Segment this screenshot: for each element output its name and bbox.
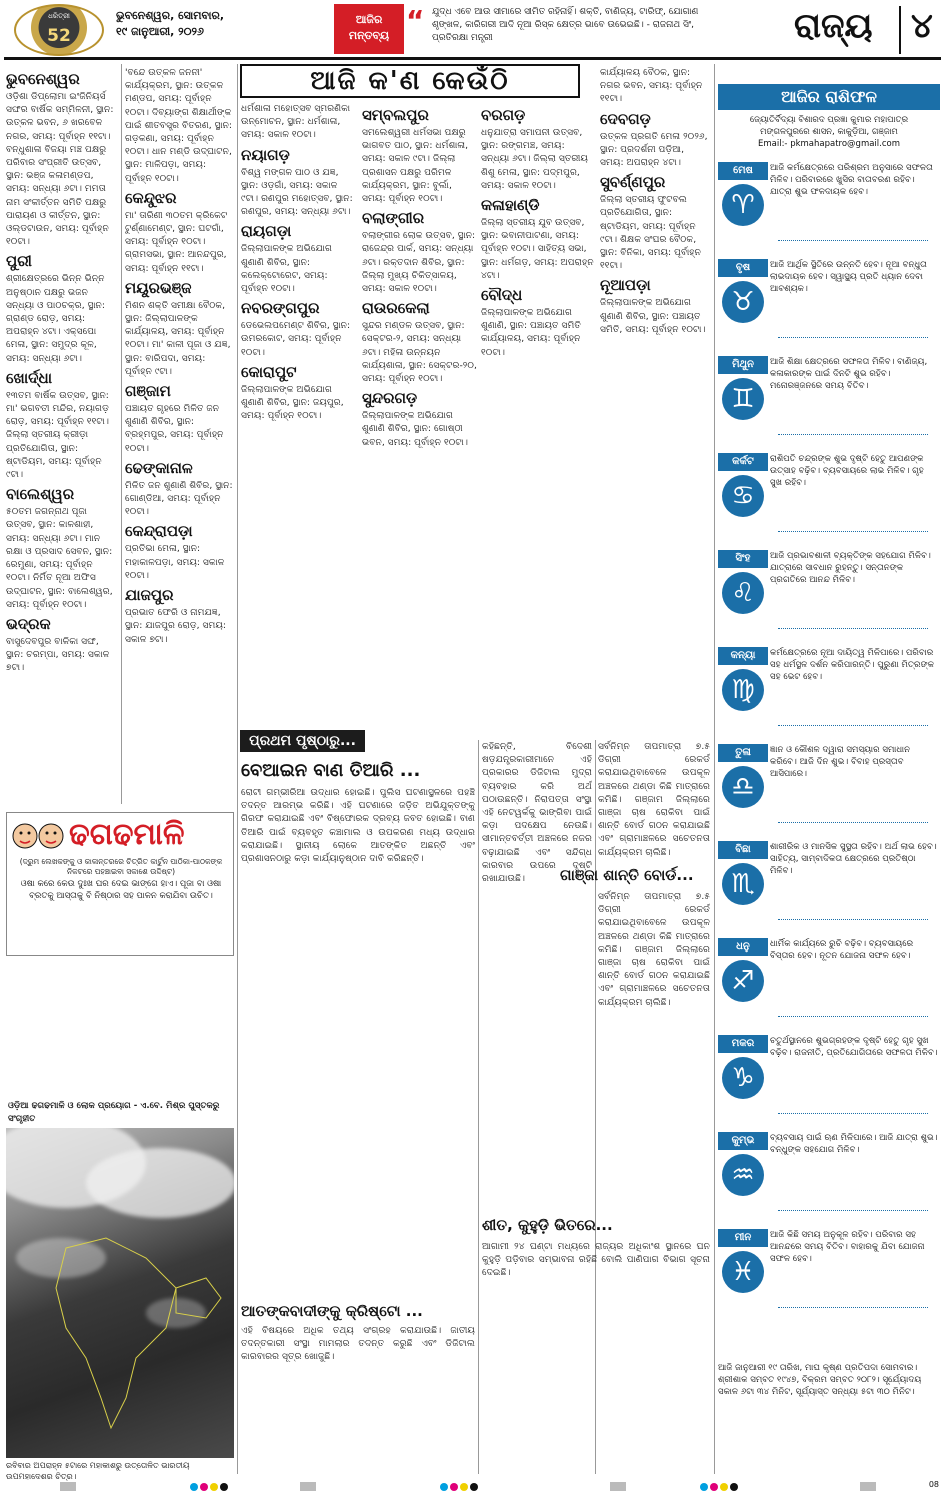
registration-dot xyxy=(710,1483,718,1491)
quote-label-box xyxy=(334,4,404,54)
event-listing: ସୁନ୍ଦର ମଣ୍ଡଳ ଉତ୍ସବ, ସ୍ଥାନ: ସେକ୍ଟର-୨, ସମୟ: ସନ୍ଧ୍ୟା ୬ଟା। ମହିଳା ଉନ୍ନୟନ କାର୍ଯ୍ୟଶାଳା, ସ୍ଥାନ: ସେକ୍ଟର-୨୦, ସମୟ: ପୂର୍ବାହ୍ନ ୧୦ଟା। xyxy=(362,320,477,385)
registration-dot xyxy=(730,1483,738,1491)
zodiac-sign xyxy=(718,1225,940,1317)
event-listing: ପ୍ରଭାତ ଫେରି ଓ ନାମଯଜ୍ଞ, ସ୍ଥାନ: ଯାଜପୁର ରୋଡ଼, ସମୟ: ସକାଳ ୭ଟା। xyxy=(125,607,227,645)
cartoon-subtitle: (ଦ୍ରୁମ ଲେଖକଙ୍କୁ ଓ କାଳାନ୍ତରରେ ଚିତ୍ରିତ କାର୍ଟୁନ ପାଠିକା-ପାଠକଙ୍କ ନିକଟରେ ପହଞ୍ଚାଇବା ସକାଶେ ଉଦ୍ଦିଷ୍ଟ) xyxy=(19,857,223,876)
zodiac-prediction: ଆଜି ଆର୍ଥିକ ସ୍ଥିତିରେ ଉନ୍ନତି ହେବ। ନୂଆ ବନ୍ଧୁତା ଲାଭଦାୟକ ହେବ। ସ୍ୱାସ୍ଥ୍ୟ ପ୍ରତି ଧ୍ୟାନ ଦେବା ଆବଶ୍ୟକ। xyxy=(770,260,928,294)
story-terrorist-crypto: ଏହି ବିଷୟରେ ଅଧିକ ତଥ୍ୟ ସଂଗ୍ରହ କରାଯାଉଛି। ଜାତୀୟ ତଦନ୍ତକାରୀ ସଂସ୍ଥା ମାମଲାର ତଦନ୍ତ କରୁଛି ଏବଂ ଡିଜିଟାଲ କାରବାରର ସୂତ୍ର ଖୋଜୁଛି। xyxy=(241,1325,475,1363)
zodiac-name: ବିଛା xyxy=(718,841,768,859)
zodiac-symbol-icon: ♈ xyxy=(722,184,764,226)
zodiac-symbol-icon: ♓ xyxy=(722,1251,764,1293)
print-footer xyxy=(0,1480,945,1494)
sign-divider xyxy=(778,1016,928,1022)
anniversary-emblem xyxy=(14,4,104,56)
story-temperature: ସର୍ବନିମ୍ନ ତାପମାତ୍ରା ୭.୫ ଡିଗ୍ରୀ ରେକର୍ଡ କରାଯାଇଥିବାବେଳେ ଉପକୂଳ ଅଞ୍ଚଳରେ ଥଣ୍ଡା କିଛି ମାତ୍ରାରେ କମିଛି। ଗଞ୍ଜାମ ଜିଲ୍ଲାରେ ଗାଞ୍ଜା ଚାଷ ରୋକିବା ପାଇଁ ଶାନ୍ତି ବୋର୍ଡ ଗଠନ କରାଯାଇଛି ଏବଂ ଗ୍ରାମାଞ୍ଚଳରେ ସଚେତନତା କାର୍ଯ୍ୟକ୍ରମ ଚାଲିଛି। xyxy=(598,741,710,858)
zodiac-symbol-icon: ♑ xyxy=(722,1057,764,1099)
district-heading: ମୟୂରଭଞ୍ଜ xyxy=(125,278,192,297)
district-heading: ଯାଜପୁର xyxy=(125,586,174,605)
headline-illegal-firecracker: ବେଆଇନ ବାଣ ତିଆରି ... xyxy=(241,760,421,781)
event-listing: ଜିଲ୍ଲାପାଳଙ୍କ ଅଭିଯୋଗ ଶୁଣାଣି ଶିବିର, ସ୍ଥାନ: କଲେକ୍ଟୋରେଟ, ସମୟ: ପୂର୍ବାହ୍ନ ୧୦ଟା। xyxy=(241,243,333,295)
registration-bar xyxy=(610,1482,626,1491)
event-listing: ଜିଲ୍ଲା ସ୍ତରୀୟ ଫୁଟବଲ ପ୍ରତିଯୋଗିତା, ସ୍ଥାନ: ଷ୍ଟାଡିୟମ, ସମୟ: ପୂର୍ବାହ୍ନ ୯ଟା। ଶିକ୍ଷକ ସଂଘର ବୈଠକ, ସ୍ଥାନ: ବିନିକା, ସମୟ: ପୂର୍ବାହ୍ନ ୧୧ଟା। xyxy=(600,194,701,272)
event-listing: ଉତ୍କଳ ପ୍ରଗତି ମେଳା ୨୦୨୬, ସ୍ଥାନ: ପ୍ରଦର୍ଶନୀ ପଡ଼ିଆ, ସମୟ: ଅପରାହ୍ନ ୪ଟା। xyxy=(600,130,708,169)
district-heading: ବରଗଡ଼ xyxy=(481,106,526,124)
zodiac-sign xyxy=(718,449,940,541)
event-listing: ଜିଲ୍ଲାପାଳଙ୍କ ଅଭିଯୋଗ ଶୁଣାଣି, ସ୍ଥାନ: ପଞ୍ଚାୟତ ସମିତି କାର୍ଯ୍ୟାଳୟ, ସମୟ: ପୂର୍ବାହ୍ନ ୧୦ଟା। xyxy=(481,307,581,358)
quote-label-line2: ମନ୍ତବ୍ୟ xyxy=(348,29,390,42)
events-column-6 xyxy=(600,66,710,726)
district-heading: ରାଉରକେଲା xyxy=(362,299,430,318)
registration-bar xyxy=(300,1482,316,1491)
story-ganja-text: ସର୍ବନିମ୍ନ ତାପମାତ୍ରା ୭.୫ ଡିଗ୍ରୀ ରେକର୍ଡ କରାଯାଇଥିବାବେଳେ ଉପକୂଳ ଅଞ୍ଚଳରେ ଥଣ୍ଡା କିଛି ମାତ୍ରାରେ କମିଛି। ଗଞ୍ଜାମ ଜିଲ୍ଲାରେ ଗାଞ୍ଜା ଚାଷ ରୋକିବା ପାଇଁ ଶାନ୍ତି ବୋର୍ଡ ଗଠନ କରାଯାଇଛି ଏବଂ ଗ୍ରାମାଞ୍ଚଳରେ ସଚେତନତା କାର୍ଯ୍ୟକ୍ରମ ଚାଲିଛି। xyxy=(598,891,710,1008)
zodiac-prediction: ଧାର୍ମିକ କାର୍ଯ୍ୟରେ ରୁଚି ବଢ଼ିବ। ବ୍ୟବସାୟରେ ବିସ୍ତାର ହେବ। ନୂତନ ଯୋଜନା ସଫଳ ହେବ। xyxy=(770,939,914,961)
district-heading: ବୌଦ୍ଧ xyxy=(481,286,523,305)
story-ganja-peace-board xyxy=(598,890,710,1210)
zodiac-name: ମକର xyxy=(718,1035,768,1053)
masthead xyxy=(4,2,941,60)
registration-dot xyxy=(460,1483,468,1491)
cartoon-faces-icon xyxy=(11,819,67,853)
zodiac-sign xyxy=(718,643,940,735)
district-heading: ନବରଙ୍ଗପୁର xyxy=(241,299,320,318)
emblem-years: 52 xyxy=(47,26,71,46)
event-listing: 'ବନ୍ଦେ ଉତ୍କଳ ଜନନୀ' କାର୍ଯ୍ୟକ୍ରମ, ସ୍ଥାନ: ଉତ୍କଳ ମଣ୍ଡପ, ସମୟ: ପୂର୍ବାହ୍ନ ୧୦ଟା। ଦିବ୍ୟାଙ୍ଗ ଶିକ୍ଷାର୍ଥୀଙ୍କ ପାଇଁ ଶୀତବସ୍ତ୍ର ବିତରଣ, ସ୍ଥାନ: ଗଡ଼କଣା, ସମୟ: ପୂର୍ବାହ୍ନ ୧୦ଟା। ଧାନ ମଣ୍ଡି ଉଦ୍‌ଘାଟନ, ସ୍ଥାନ: ମାଳିପଡ଼ା, ସମୟ: ପୂର୍ବାହ୍ନ ୧୦ଟା। xyxy=(125,67,233,184)
print-page-number: 08 xyxy=(928,1480,939,1489)
events-column-3 xyxy=(241,102,356,722)
district-heading: ସୁନ୍ଦରଗଡ଼ xyxy=(362,389,418,408)
zodiac-symbol-icon: ♍ xyxy=(722,669,764,711)
zodiac-name: ବୃଷ xyxy=(718,259,768,277)
zodiac-symbol-icon: ♊ xyxy=(722,378,764,420)
zodiac-name: ସିଂହ xyxy=(718,550,768,568)
zodiac-prediction: ଆଜି ଶିକ୍ଷା କ୍ଷେତ୍ରରେ ସଫଳତା ମିଳିବ। ବାଣିଜ୍ୟ, କଳାକାରଙ୍କ ପାଇଁ ଦିନଟି ଶୁଭ ରହିବ। ମନୋରଞ୍ଜନରେ ସମୟ ବିତିବ। xyxy=(770,357,928,391)
column-divider xyxy=(478,740,479,1474)
district-heading: ଢେଙ୍କାନାଳ xyxy=(125,458,193,477)
registration-dot xyxy=(470,1483,478,1491)
column-divider xyxy=(237,64,238,1474)
district-heading: ଖୋର୍ଦ୍ଧା xyxy=(6,368,53,387)
district-heading: ଭଦ୍ରକ xyxy=(6,614,51,633)
zodiac-name: ମୀନ xyxy=(718,1229,768,1247)
sign-divider xyxy=(778,919,928,925)
zodiac-name: କନ୍ୟା xyxy=(718,647,768,665)
events-column-4 xyxy=(362,102,477,722)
district-heading: ନୂଆପଡ଼ା xyxy=(600,276,651,295)
zodiac-sign xyxy=(718,158,940,250)
zodiac-prediction: ଜ୍ଞାନ ଓ କୌଶଳ ଦ୍ୱାରା ସମସ୍ୟାର ସମାଧାନ କରିବେ। ଆଜି ଦିନ ଶୁଭ। ବିବାହ ପ୍ରସ୍ତାବ ଆସିପାରେ। xyxy=(770,745,911,779)
zodiac-name: ମେଷ xyxy=(718,162,768,180)
event-listing: ୧୩ତମ ବାର୍ଷିକ ଉତ୍ସବ, ସ୍ଥାନ: ମା' ଭଗବତୀ ମନ୍ଦିର, ନୟାଗଡ଼ ରୋଡ଼, ସମୟ: ପୂର୍ବାହ୍ନ ୧୧ଟା। ଜିଲ୍ଲା ସ୍ତରୀୟ କ୍ରୀଡ଼ା ପ୍ରତିଯୋଗିତା, ସ୍ଥାନ: ଷ୍ଟାଡିୟମ, ସମୟ: ପୂର୍ବାହ୍ନ ୯ଟା। xyxy=(6,389,110,481)
sign-divider xyxy=(778,1113,928,1119)
event-listing: ଶ୍ରୀକ୍ଷେତ୍ରରେ ଭିନ୍ନ ଭିନ୍ନ ଅନୁଷ୍ଠାନ ପକ୍ଷରୁ ଭଜନ ସନ୍ଧ୍ୟା ଓ ପାଠଚକ୍ର, ସ୍ଥାନ: ଗ୍ରାଣ୍ଡ ରୋଡ଼, ସମୟ: ଅପରାହ୍ନ ୪ଟା। ଏକ୍ସପୋ ମେଳା, ସ୍ଥାନ: ସମୁଦ୍ର କୂଳ, ସମୟ: ସନ୍ଧ୍ୟା ୬ଟା। xyxy=(6,273,105,364)
event-listing: ଧର୍ମଶାଳା ମହୋତ୍ସବ ସ୍ମରଣିକା ଉନ୍ମୋଚନ, ସ୍ଥାନ: ଧର୍ମଶାଳା, ସମୟ: ସକାଳ ୧୦ଟା। xyxy=(241,103,351,141)
zodiac-sign xyxy=(718,546,940,638)
district-heading: ସମ୍ବଲପୁର xyxy=(362,106,429,124)
zodiac-name: ଧନୁ xyxy=(718,938,768,956)
district-heading: ବାଲେଶ୍ୱର xyxy=(6,485,75,504)
registration-dot xyxy=(210,1483,218,1491)
events-column-5 xyxy=(481,102,595,722)
event-listing: ଜିଲ୍ଲାପାଳଙ୍କ ଅଭିଯୋଗ ଶୁଣାଣି ଶିବିର, ସ୍ଥାନ: ଗୋଷ୍ଠୀ ଭବନ, ସମୟ: ପୂର୍ବାହ୍ନ ୧୦ଟା। xyxy=(362,410,468,448)
event-listing: ଧନୁଯାତ୍ରା ସମାପନୀ ଉତ୍ସବ, ସ୍ଥାନ: ରଙ୍ଗମଞ୍ଚ, ସମୟ: ସନ୍ଧ୍ୟା ୬ଟା। ଜିଲ୍ଲା ସ୍ତରୀୟ ଶିଶୁ ମେଳା, ସ୍ଥାନ: ପଦ୍ମପୁର, ସମୟ: ସକାଳ ୧୦ଟା। xyxy=(481,127,588,191)
zodiac-prediction: ଚତୁର୍ଥସ୍ଥାନରେ ଶୁଭଗ୍ରହଙ୍କ ଦୃଷ୍ଟି ହେତୁ ଗୃହ ସୁଖ ବଢ଼ିବ। ରାଜନୀତି, ପ୍ରତିଯୋଗିତାରେ ସଫଳତା ମିଳିବ। xyxy=(770,1036,938,1058)
district-heading: କୋରାପୁଟ xyxy=(241,362,297,381)
astrologer-email: Email:- pkmahapatro@gmail.com xyxy=(757,139,901,149)
cartoon-box xyxy=(6,812,234,956)
event-listing: ମିଳିତ ଜନ ଶୁଣାଣି ଶିବିର, ସ୍ଥାନ: ଗୋଣ୍ଡିଆ, ସମୟ: ପୂର୍ବାହ୍ନ ୧୦ଟା। xyxy=(125,479,233,518)
event-listing: ସମଲେଶ୍ୱରୀ ଧର୍ମସଭା ପକ୍ଷରୁ ଭାଗବତ ପାଠ, ସ୍ଥାନ: ଧର୍ମଶାଳା, ସମୟ: ସକାଳ ୯ଟା। ଜିଲ୍ଲା ପ୍ରଶାସନ ପକ୍ଷରୁ ପରିମଳ କାର୍ଯ୍ୟକ୍ରମ, ସ୍ଥାନ: ବୁର୍ଲା, ସମୟ: ପୂର୍ବାହ୍ନ ୧୦ଟା। xyxy=(362,127,469,205)
zodiac-name: ତୁଳା xyxy=(718,744,768,762)
astrologer-address: ମଙ୍ଗଳପୁରରେ ଶାସନ, କାକୁଡ଼ିଆ, ଗଞ୍ଜାମ xyxy=(760,127,898,137)
zodiac-prediction: ରାଶିପତି ଚନ୍ଦ୍ରଙ୍କ ଶୁଭ ଦୃଷ୍ଟି ହେତୁ ଆପଣଙ୍କ ଉତ୍ସାହ ବଢ଼ିବ। ବ୍ୟବସାୟରେ ଲାଭ ମିଳିବ। ଗୃହ ସୁଖ ରହିବ। xyxy=(770,454,924,488)
events-banner: ଆଜି କ'ଣ କେଉଁଠି xyxy=(240,64,580,98)
sign-divider xyxy=(778,531,928,537)
event-listing: ବାସୁଦେବପୁର ବାଳିକା ସଙ୍ଘ, ସ୍ଥାନ: ଚରମ୍ପା, ସମୟ: ସକାଳ ୭ଟା। xyxy=(6,635,110,674)
satellite-image xyxy=(6,1128,234,1458)
column-divider xyxy=(714,64,715,1474)
zodiac-name: ମିଥୁନ xyxy=(718,356,768,374)
event-listing: ମା' ତାରିଣୀ ୩୦ତମ କ୍ରିକେଟ ଟୁର୍ଣ୍ଣାମେଣ୍ଟ, ସ୍ଥାନ: ଘଟଗାଁ, ସମୟ: ପୂର୍ବାହ୍ନ ୧୦ଟା। ଗ୍ରାମସଭା, ସ୍ଥାନ: ଆନନ୍ଦପୁର, ସମୟ: ପୂର୍ବାହ୍ନ ୧୧ଟା। xyxy=(125,209,228,274)
satellite-caption: ରବିବାର ଅପରାହ୍ନ ୫ଟାରେ ମହାକାଶରୁ ଉତ୍ତୋଳିତ ଭାରତୀୟ ଉପମହାଦେଶର ଚିତ୍ର। xyxy=(6,1461,190,1481)
district-heading: କଳାହାଣ୍ଡି xyxy=(481,196,540,215)
dateline-place-day: ଭୁବନେଶ୍ୱର, ସୋମବାର, xyxy=(116,9,225,22)
registration-dot xyxy=(450,1483,458,1491)
registration-dot xyxy=(220,1483,228,1491)
event-listing: ପ୍ରତିଭା ମେଳା, ସ୍ଥାନ: ମହାକାଳପଡ଼ା, ସମୟ: ସକାଳ ୧୦ଟା। xyxy=(125,543,225,581)
sign-divider xyxy=(778,1307,928,1313)
registration-dot xyxy=(190,1483,198,1491)
event-listing: ବଲାଙ୍ଗୀର ଲୋକ ଉତ୍ସବ, ସ୍ଥାନ: ରାଜେନ୍ଦ୍ର ପାର୍କ, ସମୟ: ସନ୍ଧ୍ୟା ୬ଟା। ରକ୍ତଦାନ ଶିବିର, ସ୍ଥାନ: ଜିଲ୍ଲା ମୁଖ୍ୟ ଚିକିତ୍ସାଳୟ, ସମୟ: ସକାଳ ୧୦ଟା। xyxy=(362,230,476,295)
astrologer-info xyxy=(718,114,940,150)
front-page-continued-header: ପ୍ରଥମ ପୃଷ୍ଠାରୁ... xyxy=(240,730,365,752)
section-title: ରାଜ୍ୟ xyxy=(794,6,873,46)
zodiac-symbol-icon: ♎ xyxy=(722,766,764,808)
registration-dot xyxy=(440,1483,448,1491)
district-heading: ପୁରୀ xyxy=(6,252,32,271)
event-listing: ଜିଲ୍ଲାପାଳଙ୍କ ଅଭିଯୋଗ ଶୁଣାଣି ଶିବିର, ସ୍ଥାନ: ଜୟପୁର, ସମୟ: ପୂର୍ବାହ୍ନ ୧୦ଟା। xyxy=(241,383,344,422)
sign-divider xyxy=(778,725,928,731)
page-number: ୪ xyxy=(899,6,933,54)
sign-divider xyxy=(778,628,928,634)
zodiac-sign xyxy=(718,740,940,832)
sign-divider xyxy=(778,240,928,246)
map-outline xyxy=(6,1128,234,1458)
astrologer-name: ଜ୍ୟୋତିର୍ବିଦ୍ୟା ବିଶାରଦ ପ୍ରଜ୍ଞା କୁମାର ମହାପାତ୍ର xyxy=(749,115,909,125)
panchang-text: ଆଜି ଜାନୁଆରୀ ୧୯ ତାରିଖ, ମାଘ କୃଷ୍ଣ ପ୍ରତିପଦା ସୋମବାର। ଶ୍ରୀଶାକ ସମ୍ବତ ୧୯୪୭, ବିକ୍ରମ ସମ୍ବତ ୨୦୮୨। ସୂର୍ଯ୍ୟୋଦୟ ସକାଳ ୬ଟା ୩୪ ମିନିଟ, ସୂର୍ଯ୍ୟାସ୍ତ ସନ୍ଧ୍ୟା ୫ଟା ୩୦ ମିନିଟ। xyxy=(718,1363,922,1397)
registration-dot xyxy=(700,1483,708,1491)
event-listing: କାର୍ଯ୍ୟାଳୟ ବୈଠକ, ସ୍ଥାନ: ନଗର ଭବନ, ସମୟ: ପୂର୍ବାହ୍ନ ୧୧ଟା। xyxy=(600,67,703,105)
district-heading: ସୁବର୍ଣ୍ଣପୁର xyxy=(600,173,666,192)
event-listing: ଜିଲ୍ଲା ସ୍ତରୀୟ ଯୁବ ଉତ୍ସବ, ସ୍ଥାନ: ଭବାନୀପାଟଣା, ସମୟ: ପୂର୍ବାହ୍ନ ୧୦ଟା। ସାହିତ୍ୟ ସଭା, ସ୍ଥାନ: ଧର୍ମଗଡ଼, ସମୟ: ଅପରାହ୍ନ ୪ଟା। xyxy=(481,217,594,281)
district-heading: ବଲାଙ୍ଗୀର xyxy=(362,209,425,228)
event-listing: ୫୦ତମ ଜଗନ୍ନାଥ ପୂଜା ଉତ୍ସବ, ସ୍ଥାନ: କାଳଶାହୀ, ସମୟ: ସନ୍ଧ୍ୟା ୬ଟା। ମାନ ରକ୍ଷା ଓ ପ୍ରସାଦ ସେବନ, ସ୍ଥାନ: ରେମୁଣା, ସମୟ: ପୂର୍ବାହ୍ନ ୧୦ଟା। ନିର୍ମିତ ନୂଆ ଅଫିସ ଉଦ୍‌ଘାଟନ, ସ୍ଥାନ: ବାଲେଶ୍ୱର, ସମୟ: ପୂର୍ବାହ୍ନ ୧୦ଟା। xyxy=(6,506,113,610)
horoscope-title: ଆଜିର ରାଶିଫଳ xyxy=(718,84,940,110)
district-heading: ଗଞ୍ଜାମ xyxy=(125,382,171,401)
registration-dot xyxy=(720,1483,728,1491)
headline-cold-fog: ଶୀତ, କୁହୁଡ଼ି ଭିତରେ... xyxy=(482,1216,613,1234)
quote-label-line1: ଆଜିର xyxy=(355,13,383,26)
zodiac-symbol-icon: ♌ xyxy=(722,572,764,614)
headline-terrorist-crypto: ଆତଙ୍କବାଦୀଙ୍କୁ କ୍ରିଷ୍ଟୋ ... xyxy=(241,1302,423,1320)
zodiac-symbol-icon: ♏ xyxy=(722,863,764,905)
zodiac-prediction: ବ୍ୟବସାୟ ପାଇଁ ଋଣ ମିଳିପାରେ। ଆଜି ଯାତ୍ରା ଶୁଭ। ବନ୍ଧୁଙ୍କ ସହଯୋଗ ମିଳିବ। xyxy=(770,1133,938,1155)
event-listing: ଡେଭେଲପମେଣ୍ଟ ଶିବିର, ସ୍ଥାନ: ଉମରକୋଟ, ସମୟ: ପୂର୍ବାହ୍ନ ୧୦ଟା। xyxy=(241,320,351,358)
cartoon-credit: ଓଡ଼ିଆ ଢଗଢମାଳି ଓ ଲୋକ ପ୍ରୟୋଗ - ଏ.ବେ. ମିଶ୍ର ପୁସ୍ତକରୁ ସଂଗୃହୀତ xyxy=(8,1101,220,1125)
sign-divider xyxy=(778,434,928,440)
zodiac-sign xyxy=(718,255,940,347)
zodiac-symbol-icon: ♋ xyxy=(722,475,764,517)
zodiac-name: କୁମ୍ଭ xyxy=(718,1132,768,1150)
zodiac-sign xyxy=(718,837,940,929)
dateline-date: ୧୯ ଜାନୁଆରୀ, ୨୦୨୬ xyxy=(116,25,204,38)
event-listing: ଜିଲ୍ଲାପାଳଙ୍କ ଅଭିଯୋଗ ଶୁଣାଣି ଶିବିର, ସ୍ଥାନ: ପଞ୍ଚାୟତ ସମିତି, ସମୟ: ପୂର୍ବାହ୍ନ ୧୦ଟା। xyxy=(600,297,706,335)
zodiac-symbol-icon: ♒ xyxy=(722,1154,764,1196)
zodiac-symbol-icon: ♉ xyxy=(722,281,764,323)
emblem-caption: ଧରିତ୍ରୀ xyxy=(48,12,70,20)
zodiac-prediction: ଶାରୀରିକ ଓ ମାନସିକ ସୁସ୍ଥତା ରହିବ। ଅର୍ଥ ଲାଭ ହେବ। ସାହିତ୍ୟ, ସାମ୍ବାଦିକତା କ୍ଷେତ୍ରରେ ପ୍ରତିଷ୍ଠା ମିଳିବ। xyxy=(770,842,937,876)
zodiac-sign xyxy=(718,352,940,444)
quote-mark-icon: “ xyxy=(406,4,425,37)
event-listing: ଓଡ଼ିଶା ଡିପ୍ଲୋମା ଇଂଜିନିୟର୍ସ ସଙ୍ଘର ବାର୍ଷିକ ସମ୍ମିଳନୀ, ସ୍ଥାନ: ଉତ୍କଳ ଭବନ, ୬ ଖରବେଳ ନଗର, ସମୟ: ପୂର୍ବାହ୍ନ ୧୧ଟା। ବନ୍ଧୁଶାଳା ବିଜୟା ମଞ୍ଚ ପକ୍ଷରୁ ପରିବାର ସଂପ୍ରୀତି ଉତ୍ସବ, ସ୍ଥାନ: ଭଞ୍ଜ କଳାମଣ୍ଡପ, ସମୟ: ସନ୍ଧ୍ୟା ୬ଟା। ମମତା ନାମ ସଂକୀର୍ତ୍ତନ ସମିତି ପକ୍ଷରୁ ପାରାୟଣ ଓ କୀର୍ତ୍ତନ, ସ୍ଥାନ: ଓଲ୍ଡଟାଉନ, ସମୟ: ପୂର୍ବାହ୍ନ ୧୦ଟା। xyxy=(6,91,114,248)
zodiac-prediction: କର୍ମକ୍ଷେତ୍ରରେ ନୂଆ ଦାୟିତ୍ୱ ମିଳିପାରେ। ପରିବାର ସହ ଧର୍ମସ୍ଥଳ ଦର୍ଶନ କରିପାରନ୍ତି। ପୁରୁଣା ମିତ୍ରଙ୍କ ସହ ଭେଟ ହେବ। xyxy=(770,648,935,682)
cartoon-title: ଢଗଢମାଳି xyxy=(69,817,185,852)
zodiac-prediction: ଆଜି ପ୍ରଭାବଶାଳୀ ବ୍ୟକ୍ତିଙ୍କ ସହଯୋଗ ମିଳିବ। ଯାତ୍ରାରେ ସାବଧାନ ରୁହନ୍ତୁ। ସନ୍ତାନଙ୍କ ପ୍ରଗତିରେ ଆନନ୍ଦ ମିଳିବ। xyxy=(770,551,931,585)
events-column-1 xyxy=(6,66,118,806)
event-listing: ପଞ୍ଚାୟତ ଗୃହରେ ମିଳିତ ଜନ ଶୁଣାଣି ଶିବିର, ସ୍ଥାନ: ବ୍ରହ୍ମପୁର, ସମୟ: ପୂର୍ବାହ୍ନ ୧୦ଟା। xyxy=(125,403,224,454)
zodiac-symbol-icon: ♐ xyxy=(722,960,764,1002)
district-heading: କେନ୍ଦ୍ରାପଡ଼ା xyxy=(125,522,193,541)
headline-ganja-peace-board: ଗାଞ୍ଜା ଶାନ୍ତି ବୋର୍ଡ... xyxy=(560,866,694,884)
zodiac-prediction: ଆଜି କିଛି ସମୟ ଅନୁକୂଳ ରହିବ। ପରିବାର ସହ ଆନନ୍ଦରେ ସମୟ ବିତିବ। ବାହାରକୁ ଯିବା ଯୋଜନା ସଫଳ ହେବ। xyxy=(770,1230,925,1264)
sign-divider xyxy=(778,337,928,343)
quote-text: ଯୁଦ୍ଧ ଏବେ ଆଉ ସୀମାରେ ସୀମିତ ରହିନାହିଁ। ଶକ୍ତି, ବାଣିଜ୍ୟ, ଟାରିଫ୍, ଯୋଗାଣ ଶୃଙ୍ଖଳ, କାରିଗରୀ ଆଦି ନୂଆ ରିସ୍କ କ୍ଷେତ୍ର ଭାବେ ଉଭେଇଛି। - ରାଜନାଥ ସିଂ, ପ୍ରତିରକ୍ଷା ମନ୍ତ୍ରୀ xyxy=(432,7,699,43)
registration-bar xyxy=(60,1482,76,1491)
registration-bar xyxy=(860,1482,876,1491)
district-heading: କେନ୍ଦୁଝର xyxy=(125,188,177,207)
column-divider xyxy=(121,64,122,804)
story-cold-fog: ଆଗାମୀ ୨୪ ଘଣ୍ଟା ମଧ୍ୟରେ ରାଜ୍ୟର ଅଧିକାଂଶ ସ୍ଥାନରେ ଘନ କୁହୁଡ଼ି ପଡ଼ିବାର ସମ୍ଭାବନା ରହିଛି ବୋଲି ପାଣିପାଗ ବିଭାଗ ସୂଚନା ଦେଇଛି। xyxy=(482,1241,710,1279)
events-column-2 xyxy=(125,66,235,806)
district-heading: ଦେବଗଡ଼ xyxy=(600,109,651,128)
district-heading: ଭୁବନେଶ୍ୱର xyxy=(6,70,80,88)
zodiac-name: କର୍କଟ xyxy=(718,453,768,471)
district-heading: ରାୟଗଡ଼ା xyxy=(241,222,292,241)
zodiac-sign xyxy=(718,934,940,1026)
story-crypto-continued: କହିଛନ୍ତି, ବିଦେଶୀ ଷଡ଼ଯନ୍ତ୍ରକାରୀମାନେ ଏହି ପ୍ରକାରର ଡିଜିଟାଲ ମୁଦ୍ରା ବ୍ୟବହାର କରି ଅର୍ଥ ପଠାଉଛନ୍ତି। ନିରାପତ୍ତା ସଂସ୍ଥା ଏହି ନେଟୱର୍କକୁ ଭାଙ୍ଗିବା ପାଇଁ କଡ଼ା ପଦକ୍ଷେପ ନେଉଛି। ସୀମାନ୍ତବର୍ତ୍ତୀ ଅଞ୍ଚଳରେ ନଜର ବଢ଼ାଯାଇଛି ଏବଂ ସନ୍ଦିଗ୍ଧ କାରବାର ଉପରେ ଦୃଷ୍ଟି ରଖାଯାଉଛି। xyxy=(482,741,592,885)
zodiac-sign xyxy=(718,1128,940,1220)
district-heading: ନୟାଗଡ଼ xyxy=(241,145,290,164)
sign-divider xyxy=(778,822,928,828)
dateline xyxy=(116,8,224,40)
registration-dot xyxy=(200,1483,208,1491)
cartoon-body: ଓଷା କରେ କେଉ ଦୁଃଖ ଘର ଦେଇ ଭାଙ୍ଗେ ହାଏ। ପୂଜା ବା ଓଷା ବ୍ରତକୁ ଆସ୍ତାକୁ ବି ନିଷ୍ଠାର ସହ ପାଳନ କରାଯିବା ଉଚିତ। xyxy=(20,879,222,901)
story-illegal-firecracker: ରୋଟୀ ଗମ୍ଭୀରିଆ ଉଦ୍ଧାର ହୋଇଛି। ପୁଲିସ ଘଟଣାସ୍ଥଳରେ ପହଞ୍ଚି ତଦନ୍ତ ଆରମ୍ଭ କରିଛି। ଏହି ଘଟଣାରେ ଜଡ଼ିତ ଅଭିଯୁକ୍ତଙ୍କୁ ଗିରଫ କରାଯାଇଛି ଏବଂ ବିଷ୍ଫୋରକ ଦ୍ରବ୍ୟ ଜବତ ହୋଇଛି। ବାଣ ତିଆରି ପାଇଁ ବ୍ୟବହୃତ କଞ୍ଚାମାଲ ଓ ଉପକରଣ ମଧ୍ୟ ଉଦ୍ଧାର କରାଯାଇଛି। ସ୍ଥାନୀୟ ଲୋକେ ଆତଙ୍କିତ ଅଛନ୍ତି ଏବଂ ପ୍ରଶାସନଠାରୁ କଡ଼ା କାର୍ଯ୍ୟାନୁଷ୍ଠାନ ଦାବି କରିଛନ୍ତି। xyxy=(241,787,475,865)
event-listing: ମିଶନ ଶକ୍ତି ସମୀକ୍ଷା ବୈଠକ, ସ୍ଥାନ: ଜିଲ୍ଲାପାଳଙ୍କ କାର୍ଯ୍ୟାଳୟ, ସମୟ: ପୂର୍ବାହ୍ନ ୧୦ଟା। ମା' କାଳୀ ପୂଜା ଓ ଯଜ୍ଞ, ସ୍ଥାନ: ବାରିପଦା, ସମୟ: ପୂର୍ବାହ୍ନ ୯ଟା। xyxy=(125,299,231,377)
zodiac-sign xyxy=(718,1031,940,1123)
event-listing: ବିଶ୍ୱ ମଙ୍ଗଳ ପାଠ ଓ ଯଜ୍ଞ, ସ୍ଥାନ: ଓଡ଼ଗାଁ, ସମୟ: ସକାଳ ୯ଟା। ରଣପୁର ମହୋତ୍ସବ, ସ୍ଥାନ: ରଣପୁର, ସମୟ: ସନ୍ଧ୍ୟା ୬ଟା। xyxy=(241,166,353,218)
sign-divider xyxy=(778,1210,928,1216)
zodiac-prediction: ଆଜି କର୍ମକ୍ଷେତ୍ରରେ ପରିଶ୍ରମ ଅନୁସାରେ ସଫଳତା ମିଳିବ। ପରିବାରରେ ଖୁସିର ବାତାବରଣ ରହିବ। ଯାତ୍ରା ଶୁଭ ଫଳଦାୟକ ହେବ। xyxy=(770,163,933,197)
